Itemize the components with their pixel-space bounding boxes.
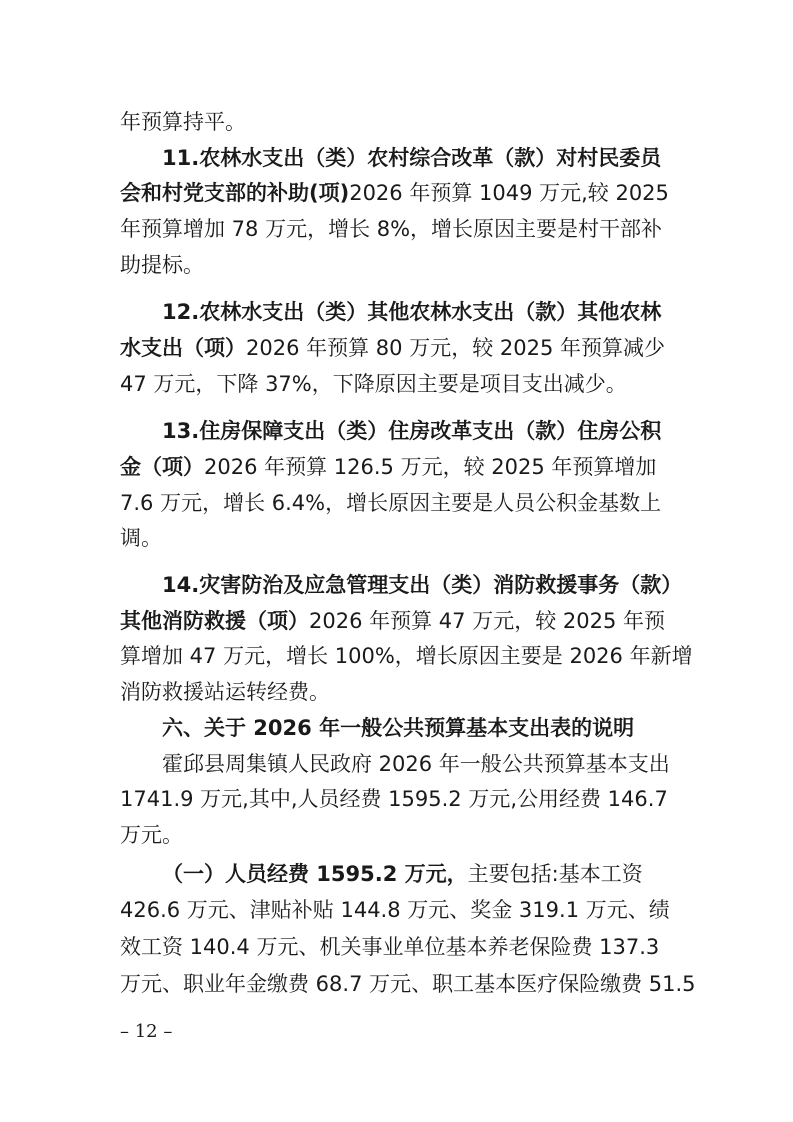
text-line: 调。: [120, 526, 162, 550]
item-14-title: 14.灾害防治及应急管理支出（类）消防救援事务（款）: [162, 573, 683, 597]
text-line: 消防救援站运转经费。: [120, 680, 330, 704]
section-heading: 六、关于 2026 年一般公共预算基本支出表的说明: [162, 716, 635, 740]
text-line: 算增加 47 万元，增长 100%，增长原因主要是 2026 年新增: [120, 644, 693, 668]
text-line: 其他消防救援（项）2026 年预算 47 万元，较 2025 年预: [120, 609, 665, 633]
text-line: 年预算持平。: [120, 110, 246, 134]
item-13-title: 13.住房保障支出（类）住房改革支出（款）住房公积: [162, 419, 662, 443]
text-line: 效工资 140.4 万元、机关事业单位基本养老保险费 137.3: [120, 935, 660, 959]
text-line: 年预算增加 78 万元，增长 8%，增长原因主要是村干部补: [120, 217, 663, 241]
text-line: 水支出（项）2026 年预算 80 万元，较 2025 年预算减少: [120, 336, 665, 360]
text-line: 万元、职业年金缴费 68.7 万元、职工基本医疗保险缴费 51.5: [120, 972, 696, 996]
text-line: 426.6 万元、津贴补贴 144.8 万元、奖金 319.1 万元、绩: [120, 898, 670, 922]
item-11-title: 11.农林水支出（类）农村综合改革（款）对村民委员: [162, 146, 662, 170]
text-line: 7.6 万元，增长 6.4%，增长原因主要是人员公积金基数上: [120, 491, 662, 515]
text-line: 助提标。: [120, 253, 204, 277]
text-line: 霍邱县周集镇人民政府 2026 年一般公共预算基本支出: [162, 752, 670, 776]
text-line: 会和村党支部的补助(项)2026 年预算 1049 万元,较 2025: [120, 181, 669, 205]
text-line: 万元。: [120, 823, 183, 847]
text-line: 47 万元，下降 37%，下降原因主要是项目支出减少。: [120, 372, 627, 396]
item-12-title: 12.农林水支出（类）其他农林水支出（款）其他农林: [162, 300, 662, 324]
text-line: 金（项）2026 年预算 126.5 万元，较 2025 年预算增加: [120, 455, 657, 479]
page-number: – 12 –: [120, 1021, 173, 1042]
text-line: 1741.9 万元,其中,人员经费 1595.2 万元,公用经费 146.7: [120, 787, 668, 811]
text-line: （一）人员经费 1595.2 万元，主要包括:基本工资: [162, 862, 643, 886]
